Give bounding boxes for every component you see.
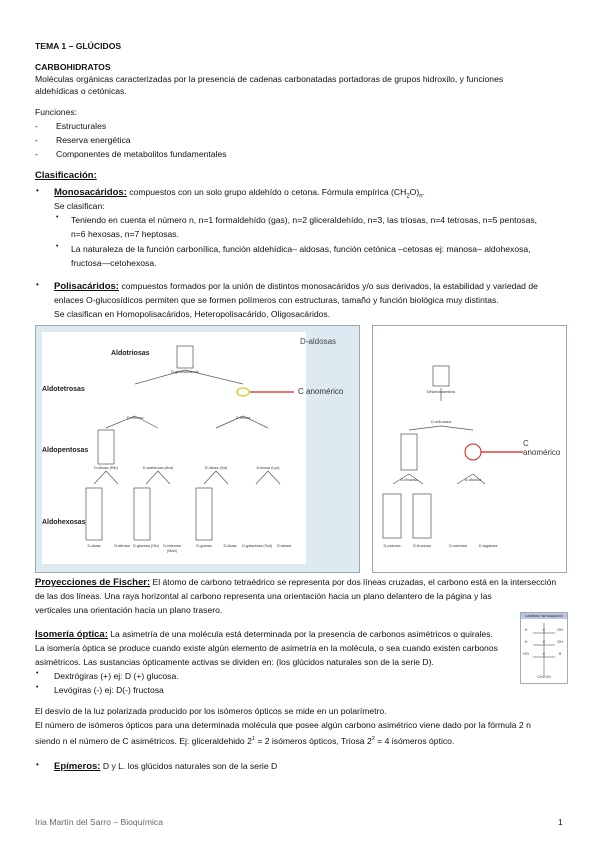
fischer-line-3: verticales una orientación hacia un plano trasero.	[35, 605, 223, 615]
isomeria-line-2: La isomería óptica se produce cuando existe algún elemento de asimetría en la molécula, o sea cuando existen carbonos	[35, 643, 498, 653]
fischer-title: Proyecciones de Fischer:	[35, 577, 151, 588]
mono-text-c: .	[422, 187, 425, 197]
funciones-label: Funciones:	[35, 107, 78, 117]
se-clasifican: Se clasifican:	[54, 201, 105, 211]
footer-author: Iria Martín del Sarro – Bioquímica	[35, 817, 164, 827]
poli-line-2: enlaces O-glucosídicos permiten que se formen polímeros con estructuras, tamaño y función biológica muy distintas.	[54, 295, 499, 305]
mono-line	[54, 187, 425, 203]
aldotriosas-label: Aldotriosas	[111, 350, 150, 357]
fischer-atom: OH	[557, 640, 563, 644]
dextrogiras: Dextrógiras (+) ej: D (+) glucosa.	[54, 671, 179, 681]
aldose-name: D-alosa	[87, 544, 101, 548]
poli-title: Polisacáridos:	[54, 281, 119, 292]
epimeros-text: D y L. los glúcidos naturales son de la serie D	[100, 761, 278, 771]
cetose-name: D-xilulosa	[464, 478, 482, 482]
mono-text-b: O)	[409, 187, 420, 197]
mono-b1-l1: Teniendo en cuenta el número n, n=1 formaldehído (gas), n=2 gliceraldehído, n=3, las triosas, n=4 tetrosas, n=5 pentosas,	[71, 215, 538, 225]
isomeria-line-1	[35, 629, 493, 640]
mono-subn: n	[419, 193, 423, 200]
carb-heading: CARBOHIDRATOS	[35, 62, 111, 72]
fischer-atom: H	[524, 628, 528, 632]
funciones-dash: -	[35, 149, 38, 159]
aldose-name: D-treosa	[235, 416, 251, 420]
aldose-name: D-ribosa (Rib)	[94, 466, 118, 470]
poli-line-3: Se clasifican en Homopolisacáridos, Heteropolisacárido, Oligosacáridos.	[54, 309, 331, 319]
c-anomerico-label-2: C anomérico	[523, 439, 561, 457]
page-title: TEMA 1 – GLÚCIDOS	[35, 41, 122, 51]
page-number: 1	[558, 817, 563, 827]
funcion-item: Estructurales	[56, 121, 107, 131]
fischer-atom: HO	[523, 652, 529, 656]
isomeria-line-3: asimétricos. Las sustancias ópticamente activas se dividen en: (los glúcidos naturales son de la serie D).	[35, 657, 434, 667]
fischer-atom: H	[558, 652, 562, 656]
aldose-name: D-xilosa (Xyl)	[204, 466, 228, 470]
fischer-line-2: de las dos líneas. Una raya horizontal al carbono representa una orientación hacia un plano delantero de la página y las	[35, 591, 492, 601]
bullet-icon: •	[36, 670, 39, 677]
c-anomerico-label: C anomérico	[298, 387, 344, 396]
fischer-atom: CH2OH	[537, 675, 551, 679]
mono-b1-l2: n=6 hexosas, n=7 heptosas.	[71, 229, 179, 239]
num-text-c: = 4 isómeros óptico.	[374, 735, 455, 746]
gliceraldehido-label: D-gliceraldehído	[171, 370, 199, 374]
levogiras: Levógiras (-) ej: D(-) fructosa	[54, 685, 164, 695]
cetose-name: D-fructosa	[413, 544, 431, 548]
cetose-name: D-sorbosa	[449, 544, 467, 548]
fischer-figure	[520, 612, 568, 684]
aldose-name: D-lixosa (Lyx)	[256, 466, 280, 470]
cetose-name: Dihidroxiacetona	[426, 390, 456, 394]
epimeros-title: Epímeros:	[54, 761, 101, 772]
poli-line-1	[54, 281, 538, 292]
fischer-text-1: El átomo de carbono tetraédrico se representa por dos líneas cruzadas, el carbono está en la intersección	[150, 577, 557, 587]
cetose-name: D-ribulosa	[400, 478, 418, 482]
aldose-name: D-glucosa (Glc)	[132, 544, 160, 548]
aldose-name: D-gulosa	[196, 544, 212, 548]
funciones-dash: -	[35, 121, 38, 131]
bullet-icon: •	[56, 243, 59, 250]
mono-title: Monosacáridos:	[54, 187, 127, 198]
isomeria-text-1: La asimetría de una molécula está determinada por la presencia de carbonos asimétricos o quirales.	[107, 629, 493, 639]
cetose-name: D-psicosa	[383, 544, 401, 548]
bullet-icon: •	[36, 760, 39, 769]
aldose-name: D-manosa (Man)	[163, 544, 181, 553]
mono-b2-l2: fructosa—cetohexosa.	[71, 258, 157, 268]
carb-text-1: Moléculas orgánicas caracterizadas por la presencia de cadenas carbonatadas portadoras de grupos hidroxilo, y funciones	[35, 74, 504, 84]
num-sup-2: 2	[371, 736, 375, 742]
funcion-item: Reserva energética	[56, 135, 131, 145]
aldose-name: D-idosa	[223, 544, 237, 548]
aldopentosas-label: Aldopentosas	[42, 447, 89, 454]
isomeria-title: Isomería óptica:	[35, 629, 108, 640]
fischer-atom: C	[542, 652, 546, 656]
funciones-dash: -	[35, 135, 38, 145]
aldose-name: D-arabinosa (Ara)	[142, 466, 174, 470]
num-text-b: = 2 isómeros ópticos, Triosa 2	[254, 735, 372, 746]
poli-text-1: compuestos formados por la unión de distintos monosacáridos y/o sus derivados, la estabilidad y variedad de	[118, 281, 538, 291]
bullet-icon: •	[36, 684, 39, 691]
mono-b2-l1: La naturaleza de la función carbonílica, función aldehídica– aldosas, función cetónica –cetosas ej: manosa– aldohexosa,	[71, 244, 531, 254]
num-isomeros-2	[35, 734, 454, 747]
fischer-atom: C	[542, 640, 546, 644]
d-aldosas-label: D-aldosas	[300, 337, 337, 346]
aldose-name: D-galactosa (Gal)	[242, 544, 272, 548]
bullet-icon: •	[56, 214, 59, 221]
mono-text-a: compuestos con un solo grupo aldehído o cetona. Fórmula empírica (CH	[126, 187, 407, 197]
bullet-icon: •	[36, 186, 39, 195]
desvio-text: El desvío de la luz polarizada producido por los isómeros ópticos se mide en un polarímetro.	[35, 706, 387, 716]
aldose-name: D-talosa	[276, 544, 292, 548]
figure-d-aldosas	[35, 325, 360, 573]
cetose-name: D-tagatosa	[478, 544, 498, 548]
cetose-name: D-eritrulosa	[431, 420, 451, 424]
mono-sub2: 2	[406, 193, 410, 200]
funcion-item: Componentes de metabolitos fundamentales	[56, 149, 227, 159]
clasificacion-label: Clasificación:	[35, 170, 97, 181]
aldose-name: D-altrosa	[114, 544, 130, 548]
bullet-icon: •	[36, 280, 39, 289]
aldotetrosas-label: Aldotetrosas	[42, 386, 85, 393]
num-sup-1: 1	[251, 736, 255, 742]
figure-d-cetosas	[372, 325, 567, 573]
num-text-a: siendo n el número de C asimétricos. Ej: gliceraldehido 2	[35, 735, 252, 746]
fischer-atom: OH	[557, 628, 563, 632]
fischer-atom: H	[524, 640, 528, 644]
carb-text-2: aldehídicas o cetónicas.	[35, 86, 127, 96]
aldose-name: D-eritrosa	[126, 416, 144, 420]
num-isomeros-1: El número de isómeros ópticos para una determinada molécula que posee algún carbono asimétrico viene dado por la fórmula 2 n	[35, 720, 531, 730]
fischer-atom: C	[542, 628, 546, 632]
fischer-cross-lines	[521, 613, 567, 683]
fischer-line-1	[35, 577, 556, 588]
fischer-figure-header: CARBONO TETRAÉDRICO	[521, 613, 567, 619]
epimeros-line	[54, 761, 277, 772]
aldohexosas-label: Aldohexosas	[42, 519, 86, 526]
